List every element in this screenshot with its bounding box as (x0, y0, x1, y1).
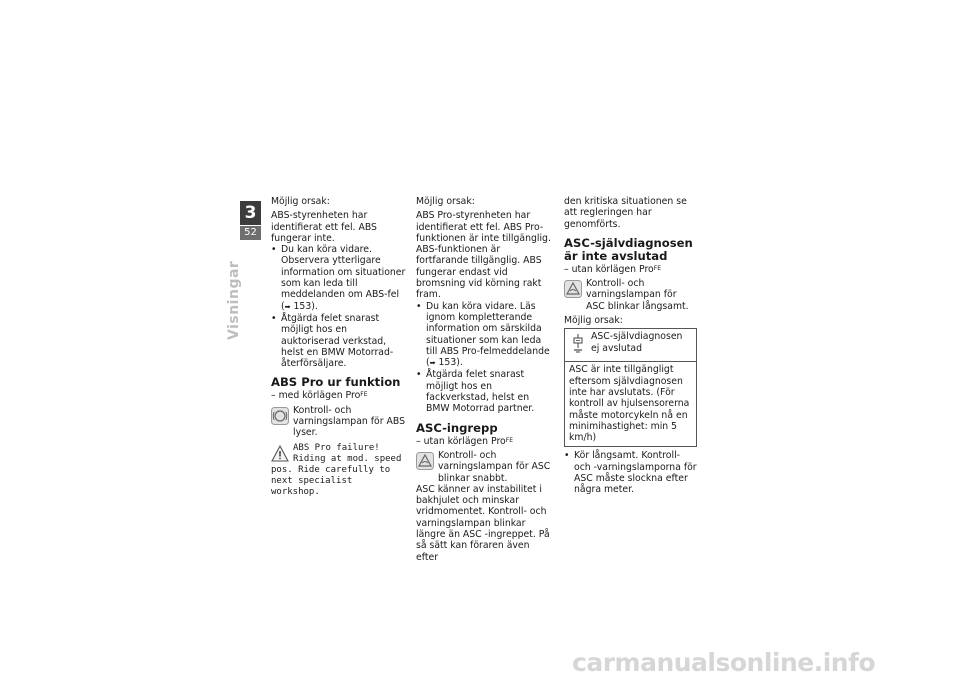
asc-warning-lamp-icon (416, 452, 434, 470)
column-2 (416, 196, 552, 563)
mode-text: – utan körlägen Pro (416, 435, 506, 447)
display-info-box-body: ASC är inte tillgängligt eftersom självdiagnosen inte har avslutats. (För kontroll av hjulsensorerna måste motorcykeln nå en minimihastighet: min 5 km/h) (569, 364, 690, 444)
list-item: • Du kan köra vidare. Observera ytterligare information om situationer som kan leda till meddelanden om ABS-fel (➡ 153). (271, 244, 406, 313)
cause-text: ABS Pro-styrenheten har identifierat ett fel. ABS Pro-funktionen är inte tillgänglig. ABS-funktionen är fortfarande tillgänglig. ABS fungerar endast vid bromsning vid körning rakt fram. (416, 210, 551, 301)
body-text: ASC känner av instabilitet i bakhjulet och minskar vridmomentet. Kontroll- och varningslampan blinkar längre än ASC -ingreppet. På så sätt kan föraren även efter (416, 483, 550, 563)
indicator-text: Kontroll- och varningslampan för ABS lyser. (293, 404, 405, 439)
cause-label: Möjlig orsak: (271, 196, 330, 207)
display-info-box-title: ASC-självdiagnosen ej avslutad (591, 331, 683, 354)
page-ref: 153). (438, 357, 463, 369)
display-info-box (564, 328, 697, 447)
list-item-text: Du kan köra vidare. Läs ignom kompletterande information om särskilda situationer som kan leda till ABS Pro-felmeddelande (426, 300, 550, 357)
continued-text: den kritiska situationen se att regleringen har genomförts. (564, 196, 687, 230)
indicator-row (271, 405, 406, 439)
list-item: • Kör långsamt. Kontroll- och -varningslamporna för ASC måste slockna efter några meter. (564, 450, 697, 495)
mode-text: – med körlägen Pro (271, 390, 361, 402)
indicator-text: Kontroll- och varningslampan för ASC blinkar snabbt. (438, 449, 551, 484)
list-item: • Du kan köra vidare. Läs ignom kompletterande information om särskilda situationer som kan leda till ABS Pro-felmeddelande (➡ 153). (416, 301, 552, 370)
mode-line (271, 390, 406, 401)
section-heading: ASC-ingrepp (416, 420, 498, 435)
chapter-number-tab: 3 (240, 201, 261, 225)
asc-warning-lamp-icon (564, 280, 582, 298)
indicator-text: Kontroll- och varningslampan för ASC blinkar långsamt. (586, 278, 689, 312)
wheel-sensor-icon (570, 333, 586, 353)
page-ref-arrow-icon: ➡ (284, 302, 291, 311)
page-number: 52 (240, 226, 261, 240)
section-heading: ABS Pro ur funktion (271, 375, 401, 390)
display-message (271, 443, 406, 498)
display-message-first (271, 443, 406, 465)
indicator-row (416, 450, 552, 484)
display-info-box-header (565, 329, 696, 362)
abs-warning-lamp-icon (271, 407, 289, 425)
cause-label: Möjlig orsak: (416, 196, 475, 207)
cause-text: ABS-styrenheten har identifierat ett fel. ABS fungerar inte. (271, 210, 377, 244)
display-message-line2: pos. Ride carefully to next specialist workshop. (271, 464, 391, 497)
mode-line (564, 264, 697, 275)
list-item-text: Du kan köra vidare. Observera ytterligare information om situationer som kan leda till meddelanden om ABS-fel (281, 244, 406, 301)
section-heading: ASC-självdiagnosen är inte avslutad (564, 235, 693, 263)
page-ref-arrow-icon: ➡ (429, 359, 436, 368)
display-message-line1: ABS Pro failure! Riding at mod. speed (293, 442, 402, 464)
list-item: • Åtgärda felet snarast möjligt hos en auktoriserad verkstad, helst en BMW Motorrad-återförsäljare. (271, 313, 406, 369)
mode-line (416, 436, 552, 447)
list-item: • Åtgärda felet snarast möjligt hos en fackverkstad, helst en BMW Motorrad partner. (416, 369, 552, 414)
column-1 (271, 196, 406, 498)
column-3 (564, 196, 697, 496)
warning-triangle-icon (271, 445, 289, 462)
page-ref: 153). (293, 300, 318, 312)
chapter-side-label: Visningar (226, 260, 242, 340)
mode-superscript: FE (360, 391, 368, 399)
mode-superscript: FE (505, 436, 513, 444)
indicator-row (564, 278, 697, 312)
mode-text: – utan körlägen Pro (564, 263, 654, 275)
cause-label: Möjlig orsak: (564, 315, 623, 327)
site-watermark: carmanualsonline.info (572, 648, 876, 677)
mode-superscript: FE (653, 264, 661, 272)
